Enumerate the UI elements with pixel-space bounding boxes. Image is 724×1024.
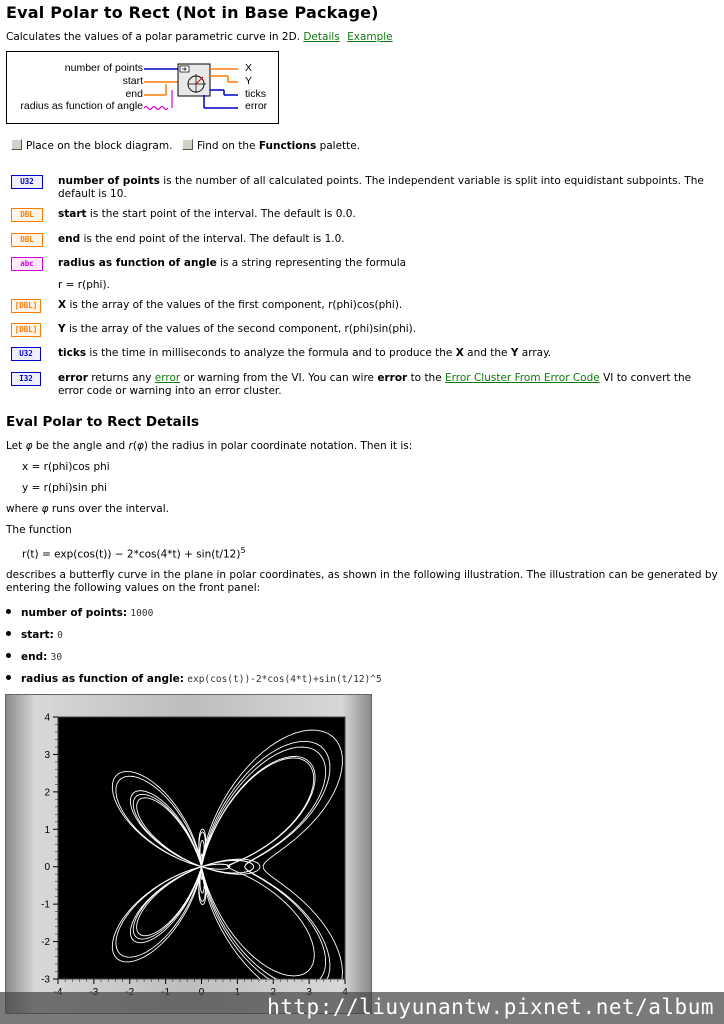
bullet-label: radius as function of angle: [21, 673, 180, 685]
u32-terminal-icon: U32: [11, 175, 43, 189]
y-tick-label: 0: [44, 862, 50, 874]
param-desc: is the number of all calculated points. The independent variable is split into equidistant subpoints. The default is 10.: [58, 175, 704, 200]
conn-input-number-of-points: number of points: [64, 62, 143, 74]
intro-text: Calculates the values of a polar parametric curve in 2D.: [6, 31, 300, 43]
param-desc: is a string representing the formula: [220, 257, 407, 269]
text: Let: [6, 440, 23, 452]
param-desc-mid: and the: [467, 347, 508, 359]
param-desc: returns any: [91, 372, 152, 384]
dbl-terminal-icon: DBL: [11, 233, 43, 247]
butterfly-equation: [22, 546, 246, 561]
param-name: ticks: [58, 347, 87, 359]
bullet-label: start: [21, 629, 50, 641]
place-on-diagram[interactable]: [11, 139, 172, 153]
watermark-bar: [0, 992, 724, 1024]
bullet-value: 30: [50, 652, 63, 663]
conn-input-end: end: [125, 87, 143, 100]
param-desc: is the array of the values of the second component, r(phi)sin(phi).: [68, 323, 417, 335]
details-intro: Let φ be the angle and r(φ) the radius in polar coordinate notation. Then it is:: [6, 440, 413, 452]
where-line: [6, 503, 169, 515]
param-desc: is the start point of the interval. The default is 0.0.: [89, 208, 356, 220]
y-tick-label: 4: [44, 712, 50, 724]
find-text-pre: Find on the: [197, 140, 256, 152]
dbl-terminal-icon: DBL: [11, 208, 43, 222]
conn-output-x: X: [245, 62, 253, 74]
bullet-value: 0: [57, 630, 63, 641]
bold-y: Y: [510, 347, 519, 359]
error-link[interactable]: error: [154, 372, 181, 384]
bullet-label: number of points: [21, 607, 123, 619]
conn-output-ticks: ticks: [245, 87, 266, 100]
plot-area: [58, 717, 345, 979]
equation-x: x = r(phi)cos phi: [22, 461, 110, 473]
bullet-label: end: [21, 651, 44, 663]
conn-input-start: start: [122, 74, 143, 87]
u32-terminal-icon: U32: [11, 347, 41, 361]
param-desc: is the end point of the interval. The default is 1.0.: [83, 233, 345, 245]
param-desc: is the array of the values of the first component, r(phi)cos(phi).: [69, 299, 403, 311]
text: be the angle and: [35, 440, 126, 452]
find-button-icon[interactable]: [182, 139, 193, 150]
y-tick-label: -1: [41, 899, 50, 911]
text: where: [6, 503, 39, 515]
y-tick-label: 2: [44, 787, 50, 799]
details-heading: Eval Polar to Rect Details: [6, 414, 200, 430]
conn-output-y: Y: [245, 74, 253, 87]
place-button-icon[interactable]: [11, 139, 22, 150]
y-tick-label: 3: [44, 749, 50, 761]
vi-icon-wires: [144, 60, 240, 116]
bullet-start: start: 0: [6, 628, 63, 643]
param-desc: VI to convert the error code or warning into an error cluster.: [58, 372, 692, 397]
param-ticks: [58, 347, 718, 360]
param-y: [58, 323, 718, 336]
bullet-number-of-points: number of points: 1000: [6, 606, 153, 621]
i32-terminal-icon: I32: [11, 372, 41, 386]
phi-symbol: φ: [25, 440, 33, 452]
bullet-end: end: 30: [6, 650, 62, 665]
param-name: number of points: [58, 175, 160, 187]
bullet-value: exp(cos(t))-2*cos(4*t)+sin(t/12)^5: [187, 674, 382, 685]
conn-input-radius: radius as function of angle: [20, 100, 143, 113]
param-name: end: [58, 233, 81, 245]
the-function: The function: [6, 524, 72, 536]
y-tick-label: -3: [41, 974, 50, 986]
error-cluster-link[interactable]: Error Cluster From Error Code: [445, 372, 600, 384]
radius-formula: r = r(phi).: [58, 279, 110, 291]
param-desc-post: array.: [521, 347, 552, 359]
text: the radius in polar coordinate notation. Then it is:: [151, 440, 413, 452]
param-name: start: [58, 208, 87, 220]
y-tick-label: 1: [44, 824, 50, 836]
param-name: Y: [58, 323, 66, 335]
intro-line: [6, 31, 393, 43]
param-start: [58, 208, 718, 221]
find-on-palette[interactable]: [182, 139, 360, 153]
describes-paragraph: describes a butterfly curve in the plane in polar coordinates, as shown in the following illustration. The illustration can be generated by entering the following values on the front panel:: [6, 569, 718, 594]
param-error: [58, 372, 718, 398]
find-text-post: palette.: [319, 140, 361, 152]
place-text: Place on the block diagram.: [26, 140, 173, 152]
param-name: X: [58, 299, 67, 311]
equation-text: r(t) = exp(cos(t)) − 2*cos(4*t) + sin(t/12): [22, 548, 241, 561]
details-link[interactable]: Details: [303, 31, 340, 43]
param-desc: is the time in milliseconds to analyze the formula and to produce the: [89, 347, 453, 359]
conn-output-error: error: [245, 100, 268, 113]
connector-pane: [6, 51, 279, 124]
param-number-of-points: [58, 175, 718, 201]
param-radius: [58, 257, 718, 270]
xy-graph-frame: [5, 694, 372, 1014]
dbl-array-terminal-icon: [DBL]: [11, 299, 41, 313]
dbl-array-terminal-icon: [DBL]: [11, 323, 41, 337]
exponent: 5: [240, 546, 246, 555]
bullet-value: 1000: [130, 608, 154, 619]
text: runs over the interval.: [51, 503, 170, 515]
equation-y: y = r(phi)sin phi: [22, 482, 108, 494]
page-title: Eval Polar to Rect (Not in Base Package): [6, 3, 379, 22]
bold-x: X: [455, 347, 464, 359]
phi-symbol: φ: [41, 503, 49, 515]
param-desc: to the: [410, 372, 442, 384]
find-text-bold: Functions: [258, 140, 317, 152]
butterfly-chart: [6, 695, 371, 1013]
bullet-radius: radius as function of angle: exp(cos(t))-2*cos(4*t)+sin(t/12)^5: [6, 672, 382, 687]
y-tick-label: -2: [41, 937, 50, 949]
param-end: [58, 233, 718, 246]
param-name: error: [58, 372, 88, 384]
string-terminal-icon: abc: [11, 257, 43, 271]
watermark-text: http://liuyunantw.pixnet.net/album: [267, 995, 714, 1019]
example-link[interactable]: Example: [347, 31, 393, 43]
bold-error: error: [377, 372, 408, 384]
param-x: [58, 299, 718, 312]
param-desc: or warning from the VI. You can wire: [183, 372, 374, 384]
param-name: radius as function of angle: [58, 257, 217, 269]
